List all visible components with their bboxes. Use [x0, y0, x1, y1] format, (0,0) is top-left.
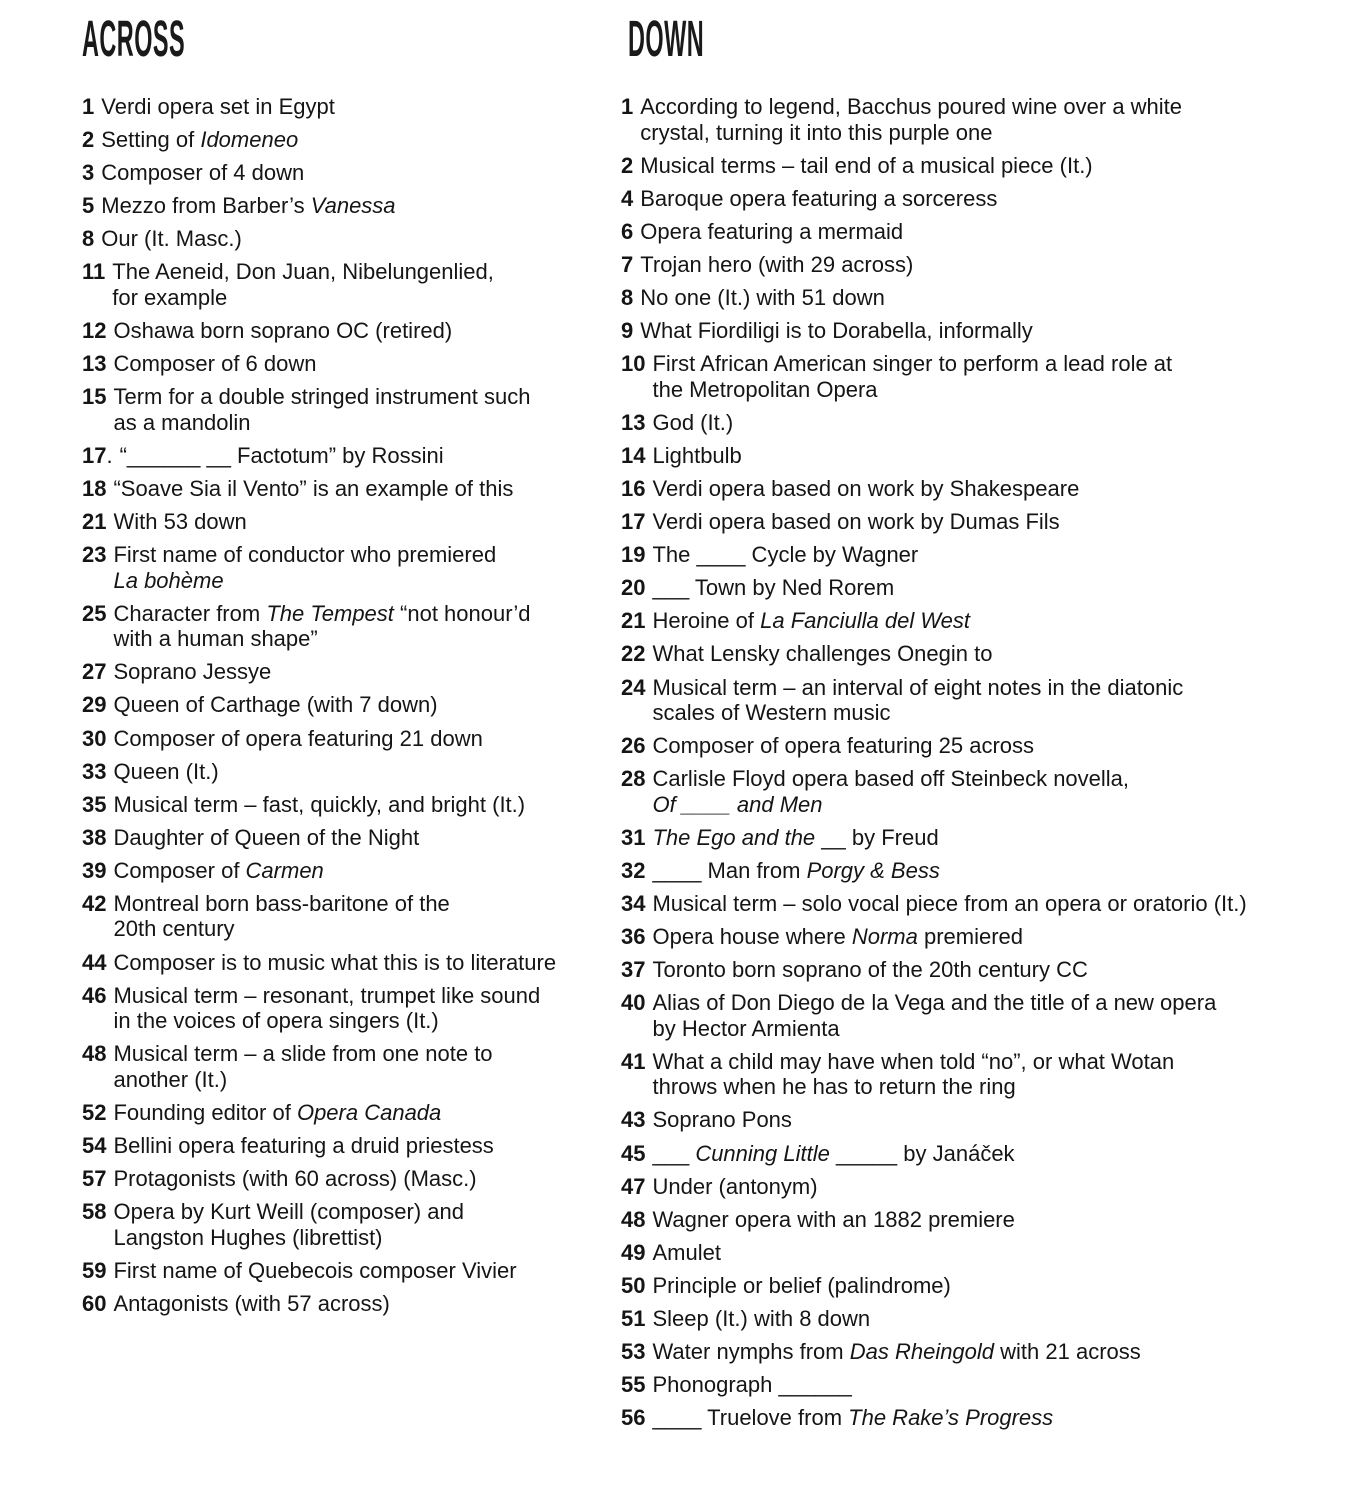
clue-item	[82, 94, 627, 120]
clue-text: Amulet	[652, 1239, 721, 1265]
clue-item	[82, 384, 627, 435]
clue-text: Composer of opera featuring 21 down	[113, 725, 483, 751]
clue-item	[82, 792, 627, 818]
clue-text: Alias of Don Diego de la Vega and the title of a new opera by Hector Armienta	[652, 990, 1217, 1041]
clue-item	[82, 759, 627, 785]
clue-number: 52	[82, 1099, 107, 1125]
clue-number: 10	[621, 351, 646, 377]
clue-item	[621, 443, 1360, 469]
clue-text: Antagonists (with 57 across)	[113, 1290, 390, 1316]
clue-item	[621, 1405, 1360, 1431]
across-heading: ACROSS	[82, 10, 186, 67]
clue-number: 45	[621, 1140, 646, 1166]
clue-text: Opera featuring a mermaid	[640, 218, 904, 244]
clue-item	[621, 186, 1360, 212]
clue-number: 13	[82, 351, 107, 377]
clue-item	[82, 193, 627, 219]
clue-number: 1	[621, 94, 634, 119]
clue-number: 7	[621, 251, 634, 277]
clue-number: 4	[621, 185, 634, 211]
clue-item	[621, 351, 1360, 402]
clue-item	[82, 983, 627, 1034]
clue-text: Musical terms – tail end of a musical piece (It.)	[640, 152, 1093, 178]
clue-text: According to legend, Bacchus poured wine over a white crystal, turning it into this purple one	[640, 94, 1183, 145]
clue-number: 8	[82, 226, 95, 252]
clue-number: 53	[621, 1339, 646, 1365]
clue-text: The Aeneid, Don Juan, Nibelungenlied, for example	[112, 259, 494, 310]
clue-text: Phonograph ______	[652, 1372, 852, 1398]
clue-text: Queen of Carthage (with 7 down)	[113, 692, 438, 718]
clue-text: Principle or belief (palindrome)	[652, 1272, 951, 1298]
clue-text: What Fiordiligi is to Dorabella, informally	[640, 318, 1033, 344]
clue-item	[82, 726, 627, 752]
clue-text: The ____ Cycle by Wagner	[652, 542, 919, 568]
clue-number: 20	[621, 575, 646, 601]
clue-number: 48	[621, 1206, 646, 1232]
clue-item	[82, 1041, 627, 1092]
clue-number: 39	[82, 857, 107, 883]
down-heading: DOWN	[628, 10, 705, 67]
clue-number: 50	[621, 1272, 646, 1298]
clue-item	[82, 1166, 627, 1192]
clue-item	[621, 825, 1360, 851]
clue-text: Composer of Carmen	[113, 857, 324, 883]
clue-number: 55	[621, 1372, 646, 1398]
clue-text: Character from The Tempest “not honour’d with a human shape”	[113, 600, 531, 652]
clue-number: 24	[621, 674, 646, 700]
clue-item	[621, 542, 1360, 568]
clue-number: 26	[621, 733, 646, 759]
clue-text: ___ Cunning Little _____ by Janáček	[652, 1140, 1015, 1166]
clue-number: 58	[82, 1199, 107, 1225]
across-clue-list	[82, 94, 627, 1316]
clue-text: Setting of Idomeneo	[101, 127, 299, 153]
clue-number: 23	[82, 542, 107, 568]
clue-number: 47	[621, 1173, 646, 1199]
clue-number: 8	[621, 284, 634, 310]
clue-item	[82, 542, 627, 593]
clue-item	[621, 1372, 1360, 1398]
clue-text: Musical term – a slide from one note to another (It.)	[113, 1041, 493, 1092]
clue-number: 51	[621, 1306, 646, 1331]
clue-item	[621, 1107, 1360, 1133]
clue-text: Daughter of Queen of the Night	[113, 824, 420, 850]
clue-text: Baroque opera featuring a sorceress	[640, 185, 998, 211]
clue-number: 35	[82, 791, 107, 817]
clue-text: ____ Truelove from The Rake’s Progress	[652, 1405, 1054, 1431]
clue-number: 1	[82, 94, 95, 119]
clue-number: 57	[82, 1166, 107, 1192]
clue-text: Musical term – fast, quickly, and bright (It.)	[113, 791, 526, 817]
clue-text: Trojan hero (with 29 across)	[640, 251, 914, 277]
clue-item	[621, 641, 1360, 667]
clue-text: Composer of 4 down	[101, 160, 305, 186]
clue-number: 9	[621, 318, 634, 344]
clue-item	[82, 1133, 627, 1159]
clue-number: 36	[621, 924, 646, 950]
clue-text: The Ego and the __ by Freud	[652, 824, 939, 850]
clue-text: What Lensky challenges Onegin to	[652, 641, 993, 667]
clue-text: Musical term – resonant, trumpet like sound in the voices of opera singers (It.)	[113, 982, 541, 1034]
clue-text: No one (It.) with 51 down	[640, 284, 885, 310]
clue-text: Wagner opera with an 1882 premiere	[652, 1206, 1015, 1232]
clue-number: 43	[621, 1107, 646, 1133]
clue-item	[82, 127, 627, 153]
clue-item	[621, 1207, 1360, 1233]
clue-text: Composer of opera featuring 25 across	[652, 733, 1035, 759]
clue-number: 25	[82, 600, 107, 626]
clue-item	[621, 990, 1360, 1041]
down-column	[621, 10, 1360, 1438]
clue-number: 14	[621, 442, 646, 468]
clue-item	[82, 351, 627, 377]
clue-text: Musical term – an interval of eight notes in the diatonic scales of Western music	[652, 674, 1184, 725]
clue-item	[621, 1273, 1360, 1299]
clue-item	[621, 733, 1360, 759]
clue-item	[621, 608, 1360, 634]
clue-number: 16	[621, 475, 646, 501]
clue-number: 21	[82, 509, 107, 535]
clue-item	[621, 1141, 1360, 1167]
clue-item	[621, 1306, 1360, 1332]
clue-number: 33	[82, 758, 107, 784]
clue-item	[82, 476, 627, 502]
clue-number: 46	[82, 982, 107, 1008]
clue-item	[82, 825, 627, 851]
clue-item	[621, 219, 1360, 245]
clue-text: Opera by Kurt Weill (composer) and Langston Hughes (librettist)	[113, 1199, 464, 1250]
clue-item	[621, 957, 1360, 983]
clue-text: Protagonists (with 60 across) (Masc.)	[113, 1166, 477, 1192]
clue-text: Opera house where Norma premiered	[652, 924, 1023, 950]
clue-number: 37	[621, 957, 646, 983]
clue-item	[82, 259, 627, 310]
clue-item	[82, 1291, 627, 1317]
clue-number: 59	[82, 1257, 107, 1283]
clue-text: Term for a double stringed instrument such as a mandolin	[113, 384, 531, 435]
clue-item	[621, 94, 1360, 145]
clue-number: 44	[82, 949, 107, 975]
clue-text: Mezzo from Barber’s Vanessa	[101, 193, 396, 219]
clue-number: 49	[621, 1239, 646, 1265]
clue-text: Soprano Jessye	[113, 659, 272, 685]
clue-text: Queen (It.)	[113, 758, 219, 784]
clue-number: 31	[621, 824, 646, 850]
clue-text: With 53 down	[113, 509, 247, 535]
clue-item	[621, 858, 1360, 884]
clue-item	[82, 1258, 627, 1284]
clue-number: 21	[621, 608, 646, 634]
clue-text: Oshawa born soprano OC (retired)	[113, 318, 453, 344]
clue-text: Carlisle Floyd opera based off Steinbeck novella, Of ____ and Men	[652, 766, 1130, 817]
clue-text: What a child may have when told “no”, or what Wotan throws when he has to return the ring	[652, 1048, 1175, 1100]
clue-number: 40	[621, 990, 646, 1016]
clue-number: 19	[621, 542, 646, 568]
clue-number: 60	[82, 1290, 107, 1316]
clue-number: 56	[621, 1405, 646, 1431]
clue-number: 15	[82, 384, 107, 410]
clue-item	[621, 476, 1360, 502]
clue-number: 17	[621, 509, 646, 535]
clue-item	[621, 924, 1360, 950]
clue-item	[621, 252, 1360, 278]
down-clue-list	[621, 94, 1360, 1431]
clue-text: Heroine of La Fanciulla del West	[652, 608, 971, 634]
clue-item	[82, 950, 627, 976]
clue-text: Under (antonym)	[652, 1173, 818, 1199]
clue-text: Composer of 6 down	[113, 351, 317, 377]
clue-number: 38	[82, 824, 107, 850]
clue-item	[621, 675, 1360, 726]
clue-text: Founding editor of Opera Canada	[113, 1099, 442, 1125]
clue-number: 12	[82, 318, 107, 344]
clue-text: Verdi opera based on work by Shakespeare	[652, 475, 1080, 501]
clue-text: God (It.)	[652, 409, 734, 435]
clue-text: Our (It. Masc.)	[101, 226, 242, 252]
clue-number: 3	[82, 160, 95, 186]
clue-number: 17.	[82, 442, 113, 468]
clue-number: 5	[82, 193, 95, 219]
clue-text: First African American singer to perform a lead role at the Metropolitan Opera	[652, 351, 1173, 402]
clue-number: 2	[82, 127, 95, 153]
clue-item	[621, 1049, 1360, 1100]
clue-text: First name of Quebecois composer Vivier	[113, 1257, 517, 1283]
clue-number: 13	[621, 409, 646, 435]
clue-item	[82, 1100, 627, 1126]
clue-text: Sleep (It.) with 8 down	[652, 1306, 871, 1331]
clue-item	[621, 509, 1360, 535]
clue-item	[82, 601, 627, 652]
clue-text: First name of conductor who premiered La bohème	[113, 542, 497, 593]
clue-item	[82, 226, 627, 252]
clue-item	[621, 153, 1360, 179]
clue-item	[82, 659, 627, 685]
clue-item	[82, 858, 627, 884]
clue-text: “______ __ Factotum” by Rossini	[119, 442, 444, 468]
clue-number: 30	[82, 725, 107, 751]
clue-number: 18	[82, 475, 107, 501]
clue-item	[621, 318, 1360, 344]
clue-item	[82, 509, 627, 535]
clue-number: 27	[82, 659, 107, 685]
clue-number: 11	[82, 259, 106, 285]
clue-text: Bellini opera featuring a druid priestess	[113, 1132, 494, 1158]
clue-item	[621, 1174, 1360, 1200]
clue-item	[621, 766, 1360, 817]
clue-number: 29	[82, 692, 107, 718]
clue-text: Lightbulb	[652, 442, 742, 468]
clue-number: 6	[621, 218, 634, 244]
clue-item	[82, 318, 627, 344]
clue-text: Musical term – solo vocal piece from an opera or oratorio (It.)	[652, 890, 1247, 916]
clue-number: 2	[621, 152, 634, 178]
clue-number: 41	[621, 1048, 646, 1074]
clue-text: Verdi opera based on work by Dumas Fils	[652, 509, 1060, 535]
clue-text: Toronto born soprano of the 20th century CC	[652, 957, 1088, 983]
clue-item	[621, 410, 1360, 436]
clue-text: ___ Town by Ned Rorem	[652, 575, 895, 601]
clue-number: 32	[621, 857, 646, 883]
clue-item	[82, 1199, 627, 1250]
clue-item	[621, 1240, 1360, 1266]
clue-number: 42	[82, 890, 107, 916]
clue-number: 22	[621, 641, 646, 667]
clue-text: Verdi opera set in Egypt	[101, 94, 335, 119]
clue-item	[82, 160, 627, 186]
clue-number: 48	[82, 1041, 107, 1067]
clue-item	[82, 891, 627, 942]
clue-item	[621, 891, 1360, 917]
clue-item	[82, 692, 627, 718]
clue-number: 28	[621, 766, 646, 792]
clue-text: Montreal born bass-baritone of the 20th century	[113, 890, 450, 942]
across-column	[82, 10, 627, 1324]
clue-text: ____ Man from Porgy & Bess	[652, 857, 940, 883]
clue-item	[621, 575, 1360, 601]
clue-text: Soprano Pons	[652, 1107, 792, 1133]
clue-number: 54	[82, 1132, 107, 1158]
clue-text: Water nymphs from Das Rheingold with 21 across	[652, 1339, 1141, 1365]
clue-text: Composer is to music what this is to literature	[113, 949, 557, 975]
clue-item	[621, 285, 1360, 311]
clue-item	[82, 443, 627, 469]
clue-number: 34	[621, 890, 646, 916]
clue-item	[621, 1339, 1360, 1365]
clue-text: “Soave Sia il Vento” is an example of this	[113, 475, 514, 501]
